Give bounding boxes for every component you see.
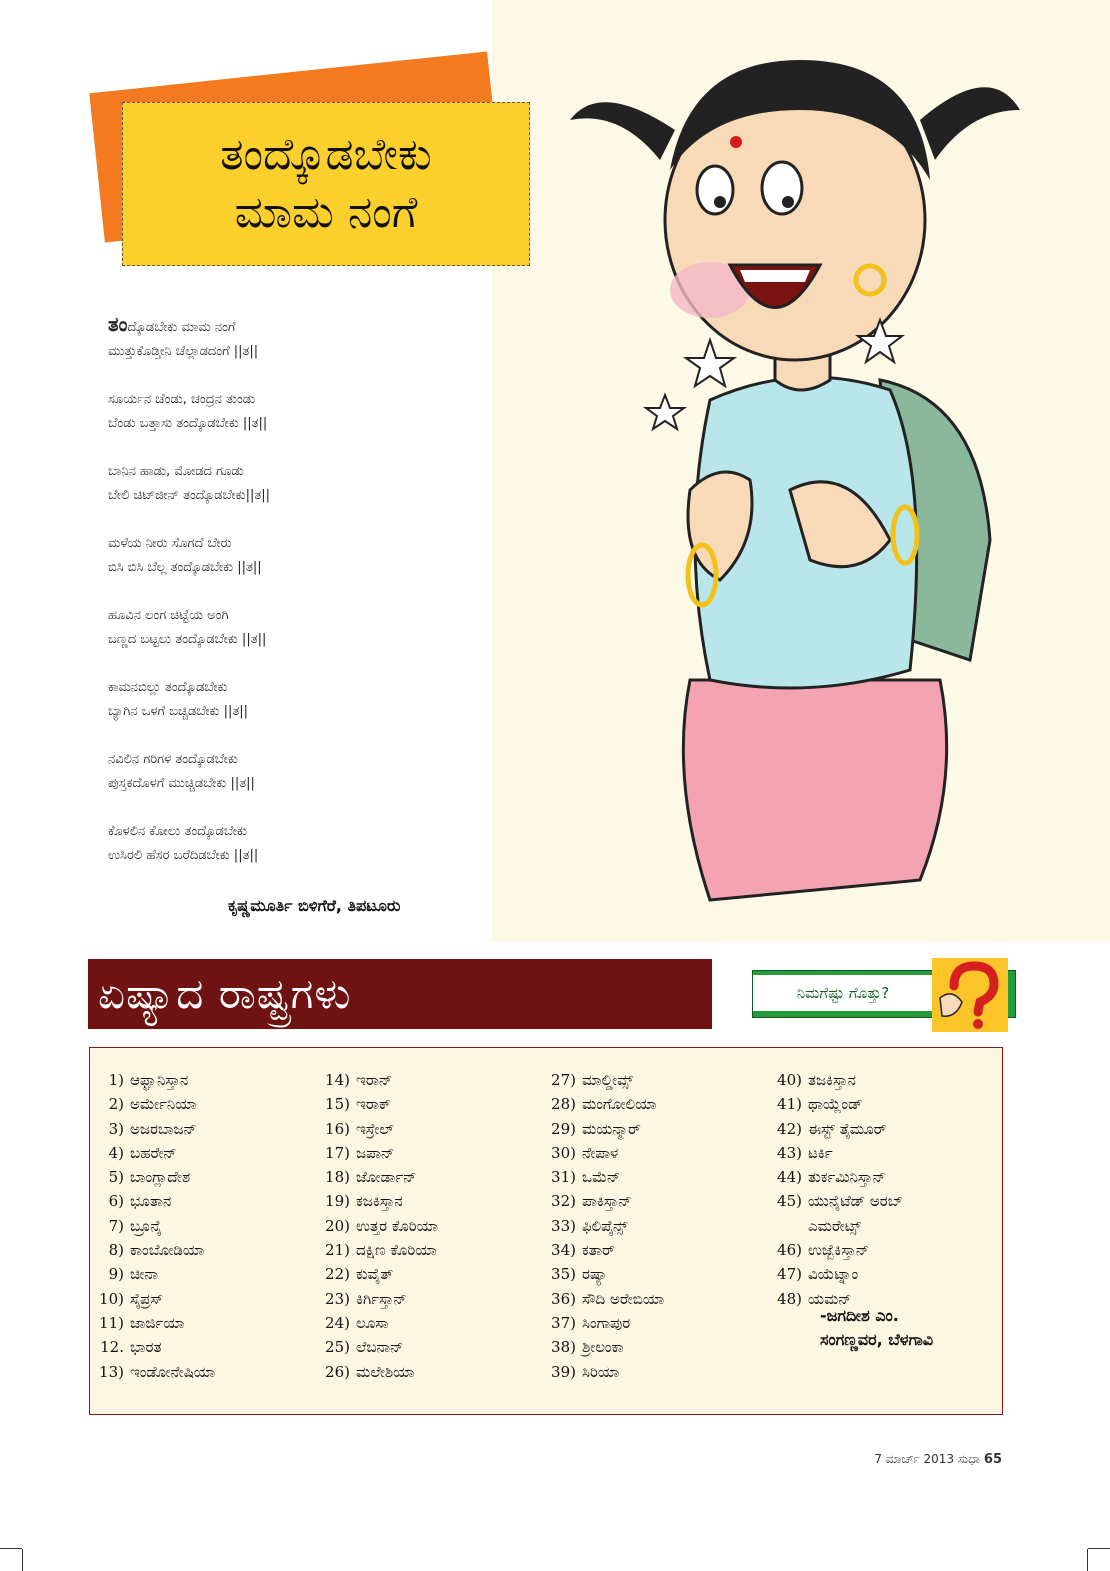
country-item [316,1141,438,1165]
country-number: 2) [108,1095,124,1114]
country-item [768,1214,903,1238]
country-item [542,1117,664,1141]
country-name: ಕಜಕಿಸ್ತಾನ [356,1192,403,1211]
country-name: ಮಯನ್ಮಾರ್ [582,1119,641,1138]
country-number: 5) [108,1168,124,1187]
country-number: 36) [551,1289,576,1308]
poem-stanza [108,312,468,364]
country-name: ಮಾಲ್ಡೀವ್ಸ್ [582,1071,634,1089]
country-number: 8) [108,1241,124,1260]
country-item [90,1360,215,1384]
country-item [542,1238,664,1262]
poem-line: ಬೆಂಡು ಬತ್ತಾಸು ತಂದ್ಕೊಡಬೇಕು ||ತ|| [108,416,268,431]
poem-line: ಪುಸ್ತಕದೊಳಗೆ ಮುಚ್ಚಿಡಬೇಕು ||ತ|| [108,776,255,791]
country-name: ವಿಯೆಟ್ನಾಂ [808,1265,859,1284]
country-item [542,1165,664,1189]
country-name: ಬಾಂಗ್ಲಾದೇಶ [130,1168,191,1187]
country-name: ಇಂಡೋನೇಷಿಯಾ [130,1362,216,1381]
country-item [316,1335,438,1359]
poem-title-line-2: ಮಾಮ ನಂಗೆ [234,187,418,238]
country-item [768,1165,903,1189]
country-number: 12. [100,1338,124,1357]
country-number: 25) [325,1338,350,1357]
country-item [90,1287,215,1311]
page-number: 65 [983,1452,1002,1467]
country-name: ಟರ್ಕಿ [808,1143,833,1162]
country-name: ಸಿಂಗಾಪುರ [582,1313,631,1332]
country-item [542,1335,664,1359]
poem-line: ಬ್ಯಾಗಿನ ಒಳಗೆ ಬಚ್ಚಿಡಬೇಕು ||ತ|| [108,704,248,719]
country-name: ಮಲೇಶಿಯಾ [356,1362,415,1381]
country-number: 42) [777,1119,802,1138]
country-item [542,1189,664,1213]
country-name: ಇರಾನ್ [356,1071,393,1089]
country-number: 10) [99,1289,124,1308]
poem-line: ಬಣ್ಣದ ಬಟ್ಟಲು ತಂದ್ಕೊಡಬೇಕು ||ತ|| [108,632,267,647]
section-title: ಏಷ್ಯಾದ ರಾಷ್ಟ್ರಗಳು [98,969,352,1018]
country-name: ದಕ್ಷಿಣ ಕೊರಿಯಾ [356,1241,437,1260]
country-number: 47) [777,1265,802,1284]
country-item [768,1117,903,1141]
country-name: ಕಿರ್ಗಿಸ್ತಾನ್ [356,1289,407,1308]
country-name: ಭಾರತ [130,1338,162,1357]
country-number: 39) [551,1362,576,1381]
country-name: ಕತಾರ್ [582,1241,615,1260]
country-number: 40) [777,1071,802,1089]
countries-column-4 [768,1068,903,1311]
country-name: ಈಸ್ಟ್ ತೈಮೂರ್ [808,1119,887,1138]
country-name: ಯುನೈಟೆಡ್ ಅರಬ್ [808,1192,903,1211]
question-mark-icon [932,958,1008,1032]
country-number: 13) [99,1362,124,1381]
country-item [90,1141,215,1165]
country-number: 31) [551,1168,576,1187]
country-item [542,1068,664,1092]
country-number: 28) [551,1095,576,1114]
country-name: ಇರಾಕ್ [356,1095,391,1114]
country-number: 41) [777,1095,802,1114]
country-item [768,1238,903,1262]
country-name: ಜಾರ್ಜಿಯಾ [130,1313,185,1332]
country-item [316,1311,438,1335]
poem-line: ಬಾನಿನ ಹಾಡು, ಮೋಡದ ಗೂಡು [108,464,244,479]
country-number: 24) [325,1313,350,1332]
country-number: 3) [108,1119,124,1138]
country-name: ಇಸ್ರೇಲ್ [356,1119,394,1138]
country-item [316,1117,438,1141]
countries-column-1 [90,1068,215,1384]
country-name: ತುರ್ಕಮಿನಿಸ್ತಾನ್ [808,1168,886,1187]
country-name: ಥಾಯ್ಲೆಂಡ್ [808,1095,863,1114]
poem-line: ಉಸಿರಲಿ ಹೆಸರ ಬರೆದಿಡಬೇಕು ||ತ|| [108,848,259,863]
country-name: ನೇಪಾಳ [582,1143,619,1162]
country-name: ಶ್ರೀಲಂಕಾ [582,1338,624,1357]
poem-line: ಕಾಮನಬಿಲ್ಲು ತಂದ್ಕೊಡಬೇಕು [108,680,228,695]
country-number: 18) [325,1168,350,1187]
country-item [768,1141,903,1165]
girl-cartoon-illustration [560,20,1030,930]
poem-line [108,312,468,340]
country-item [90,1335,215,1359]
country-name: ಲೂಸಾ [356,1313,389,1332]
country-item [768,1092,903,1116]
poem-line: ಸೂರ್ಯನ ಚೆಂಡು, ಚಂದ್ರನ ತುಂಡು [108,392,256,407]
list-credit-line-1: -ಜಗದೀಶ ಎಂ. [820,1306,899,1325]
country-name: ತಜಕಿಸ್ತಾನ [808,1071,856,1089]
country-number: 6) [108,1192,124,1211]
country-number: 9) [108,1265,124,1284]
country-name: ಸಿರಿಯಾ [582,1362,620,1381]
country-name: ಫಿಲಿಪೈನ್ಸ್ [582,1216,628,1235]
country-name: ಸೈಪ್ರಸ್ [130,1289,164,1308]
country-name: ಕುವೈತ್ [356,1265,394,1284]
country-item [316,1068,438,1092]
country-name: ಅರ್ಮೇನಿಯಾ [130,1095,197,1114]
country-name: ಅಜರಬಾಜನ್ [130,1119,197,1138]
country-name: ಸೌದಿ ಅರೇಬಿಯಾ [582,1289,665,1308]
country-name: ಬಹರೇನ್ [130,1143,177,1162]
country-item [90,1262,215,1286]
country-number: 23) [325,1289,350,1308]
country-number: 35) [551,1265,576,1284]
country-number: 1) [108,1071,124,1089]
poem-stanza [108,532,468,580]
country-number: 7) [108,1216,124,1235]
poem-stanza [108,388,468,436]
country-name: ಪಾಕಿಸ್ತಾನ್ [582,1192,632,1211]
country-number: 37) [551,1313,576,1332]
poem-dropcap: ತಂ [108,312,128,336]
country-name: ಆಫ್ಘಾನಿಸ್ತಾನ [130,1071,189,1089]
country-item [316,1092,438,1116]
country-number: 45) [777,1192,802,1211]
country-item [768,1068,903,1092]
country-item [90,1214,215,1238]
country-item [90,1238,215,1262]
country-name: ಜೋರ್ಡಾನ್ [356,1168,417,1187]
country-item [542,1311,664,1335]
country-item [90,1117,215,1141]
poem-body [108,312,468,892]
countries-column-2 [316,1068,438,1384]
country-item [542,1092,664,1116]
country-item [316,1214,438,1238]
country-name: ಜಪಾನ್ [356,1143,395,1162]
country-number: 44) [777,1168,802,1187]
poem-line: ಮುತ್ತುಕೊಡ್ತೀನಿ ಚೆಲ್ಲಾಡದಂಗೆ ||ತ|| [108,344,259,359]
country-number: 26) [325,1362,350,1381]
poem-title-line-1: ತಂದ್ಕೊಡಬೇಕು [220,129,432,180]
country-item [316,1165,438,1189]
list-credit [820,1304,933,1352]
country-name: ರಷ್ಯಾ [582,1265,608,1284]
country-item [316,1189,438,1213]
country-item [768,1262,903,1286]
country-name: ಯಮನ್ [808,1289,852,1308]
country-number: 19) [325,1192,350,1211]
poem-first-line: ದ್ಕೊಡಬೇಕು ಮಾಮ ನಂಗೆ [127,320,236,335]
country-name: ಮಂಗೋಲಿಯಾ [582,1095,657,1114]
country-name: ಬ್ರೂನೈ [130,1216,162,1235]
country-item [768,1189,903,1213]
country-name: ಭೂತಾನ [130,1192,172,1211]
country-number: 4) [108,1143,124,1162]
country-number: 29) [551,1119,576,1138]
country-name: ಉಜ್ಬೆಕಿಸ್ತಾನ್ [808,1241,870,1260]
poem-stanza [108,604,468,652]
poem-author: ಕೃಷ್ಣಮೂರ್ತಿ ಬಿಳಿಗೆರೆ, ತಿಪಟೂರು [228,896,401,915]
poem-stanza [108,460,468,508]
country-number: 46) [777,1241,802,1260]
country-item [316,1238,438,1262]
country-name: ಒಮೆನ್ [582,1168,621,1187]
footer-issue: 7 ಮಾರ್ಚ್ 2013 ಸುಧಾ [874,1452,981,1466]
country-number: 30) [551,1143,576,1162]
country-item [542,1262,664,1286]
poem-line: ಮಳೆಯ ನೀರು ಸೊಗದೆ ಬೇರು [108,536,232,551]
poem-stanza [108,676,468,724]
poem-line: ಬಿಸಿ ಬಿಸಿ ಬೆಲ್ಲ ತಂದ್ಕೊಡಬೇಕು ||ತ|| [108,560,262,575]
country-name: ಎಮರೇಟ್ಸ್ [808,1216,861,1235]
country-number: 16) [325,1119,350,1138]
section-header [88,959,712,1029]
country-item [90,1311,215,1335]
country-number: 15) [325,1095,350,1114]
countries-list-box [89,1047,1003,1415]
country-number: 48) [777,1289,802,1308]
country-number: 14) [325,1071,350,1089]
poem-line: ಬೇಲಿ ಚಿಟ್‌ಜೀನ್ ತಂದ್ಕೊಡಬೇಕು||ತ|| [108,488,270,503]
list-credit-line-2: ಸಂಗಣ್ಣವರ, ಬೆಳಗಾವಿ [820,1330,934,1349]
quiz-badge-label: ನಿಮಗೆಷ್ಟು ಗೊತ್ತು? [753,975,933,1011]
country-number: 11) [99,1313,124,1332]
country-item [90,1092,215,1116]
country-name: ಕಾಂಬೋಡಿಯಾ [130,1241,205,1260]
poem-stanza [108,820,468,868]
country-number: 33) [551,1216,576,1235]
country-number: 32) [551,1192,576,1211]
country-item [90,1189,215,1213]
country-item [542,1287,664,1311]
country-number: 27) [551,1071,576,1089]
page-footer [874,1452,1002,1467]
country-item [316,1262,438,1286]
poem-line: ಕೊಳಲಿನ ಕೋಲು ತಂದ್ಕೊಡಬೇಕು [108,824,247,839]
country-item [542,1214,664,1238]
country-item [90,1165,215,1189]
country-item [316,1360,438,1384]
country-number: 22) [325,1265,350,1284]
country-item [542,1360,664,1384]
country-number: 34) [551,1241,576,1260]
country-number: 17) [325,1143,350,1162]
country-number: 20) [325,1216,350,1235]
poem-stanza [108,748,468,796]
poem-line: ಹೂವಿನ ಲಂಗ ಚಿಟ್ಟೆಯ ಅಂಗಿ [108,608,229,623]
country-name: ಉತ್ತರ ಕೊರಿಯಾ [356,1216,439,1235]
country-item [316,1287,438,1311]
country-number: 21) [325,1241,350,1260]
poem-line: ನವಿಲಿನ ಗರಿಗಳ ತಂದ್ಕೊಡಬೇಕು [108,752,238,767]
country-number: 43) [777,1143,802,1162]
country-item [90,1068,215,1092]
country-name: ಚೀನಾ [130,1265,159,1284]
country-number: 38) [551,1338,576,1357]
poem-title-box [122,102,530,266]
countries-column-3 [542,1068,664,1384]
country-name: ಲೆಬನಾನ್ [356,1338,404,1357]
country-item [542,1141,664,1165]
